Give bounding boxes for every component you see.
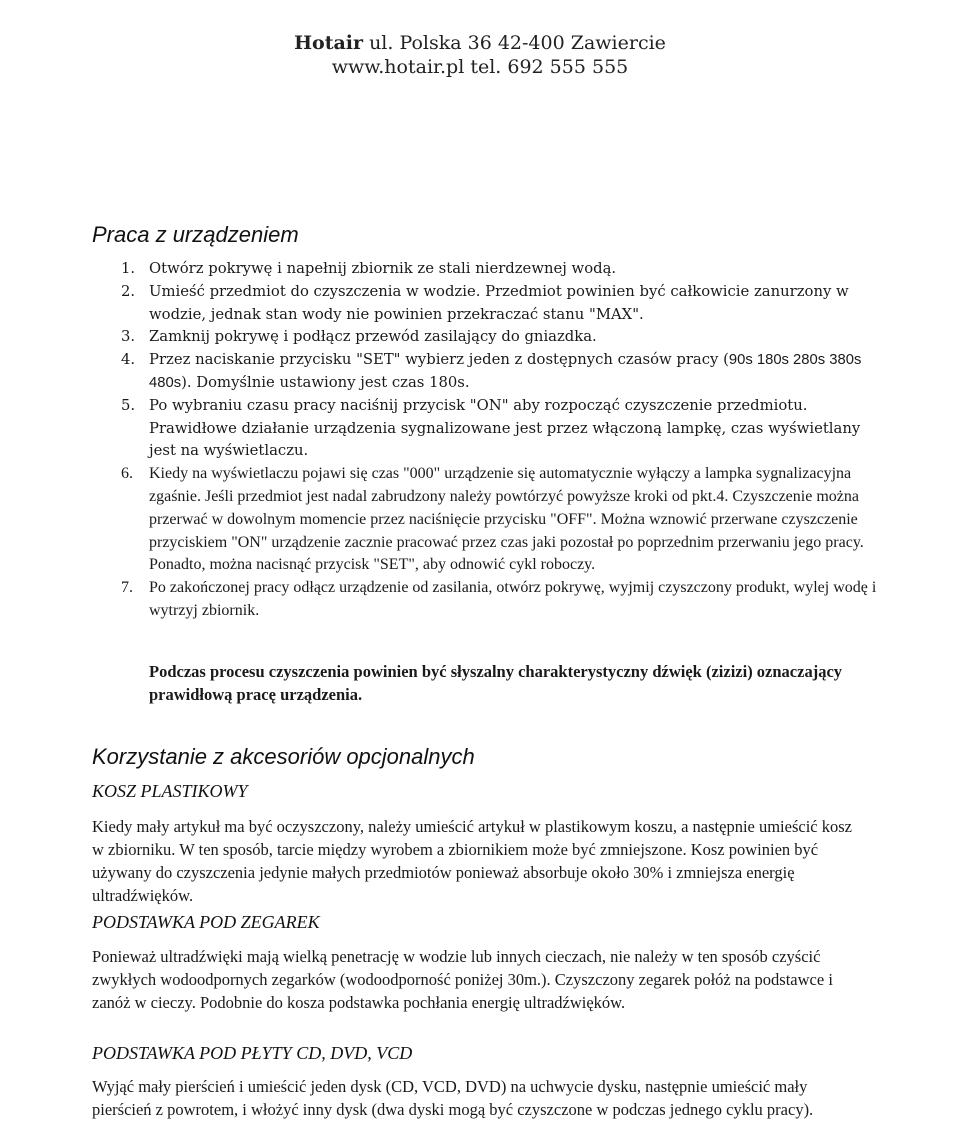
list-item [121, 258, 881, 281]
cleaning-note: Podczas procesu czyszczenia powinien być słyszalny charakterystyczny dźwięk (zizizi) oznaczający prawidłową pracę urządzenia. [149, 662, 843, 704]
company-address-line [0, 31, 960, 55]
step-number: 4. [121, 351, 136, 369]
step-text: Po zakończonej pracy odłącz urządzenie od zasilania, otwórz pokrywę, wyjmij czyszczony produkt, wylej wodę i wytrzyj zbiornik. [149, 579, 877, 619]
step-number: 1. [121, 260, 136, 277]
list-item [121, 281, 881, 327]
list-item [121, 326, 881, 349]
watch-stand-text: Ponieważ ultradźwięki mają wielką penetrację w wodzie lub innych cieczach, nie należy w ten sposób czyścić zwykłych wodoodpornych zegarków (wodoodporność poniżej 30m.). Czyszczony zegarek połóż na podstawce i zanóż w cieczy. Podobnie do kosza podstawka pochłania energię ultradźwięków. [92, 947, 833, 1012]
cd-stand-title: PODSTAWKA POD PŁYTY CD, DVD, VCD [92, 1043, 413, 1063]
work-steps-list [121, 258, 881, 623]
step-number: 6. [121, 465, 133, 483]
company-header [0, 31, 960, 79]
list-item [121, 349, 881, 395]
step-text: Po wybraniu czasu pracy naciśnij przycisk "ON" aby rozpocząć czyszczenie przedmiotu. Prawidłowe działanie urządzenia sygnalizowane jest przez włączoną lampkę, czas wyświetlany jest na wyświetlaczu. [149, 396, 861, 460]
step-text: Przez naciskanie przycisku "SET" wybierz jeden z dostępnych czasów pracy ( [149, 351, 729, 369]
list-item [121, 577, 881, 623]
step-number: 2. [121, 282, 136, 300]
section-title-work: Praca z urządzeniem [92, 222, 299, 247]
step-number: 3. [121, 328, 136, 346]
list-item [121, 463, 881, 577]
step-number: 5. [121, 396, 136, 414]
step-text: ). Domyślnie ustawiony jest czas 180s. [181, 373, 470, 391]
section-title-accessories: Korzystanie z akcesoriów opcjonalnych [92, 744, 475, 769]
company-address: ul. Polska 36 42-400 Zawiercie [363, 32, 666, 54]
brand-name: Hotair [294, 32, 364, 54]
company-contact: www.hotair.pl tel. 692 555 555 [331, 56, 629, 78]
basket-text: Kiedy mały artykuł ma być oczyszczony, należy umieścić artykuł w plastikowym koszu, a następnie umieścić kosz w zbiorniku. W ten sposób, tarcie między wyrobem a zbiornikiem może być zmniejszone. Kosz powinien być używany do czyszczenia jedynie małych przedmiotów ponieważ absorbuje około 30% i zmniejsza energię ultradźwięków. [92, 817, 852, 905]
list-item [121, 395, 881, 463]
step-number: 7. [121, 579, 133, 597]
step-text: Umieść przedmiot do czyszczenia w wodzie. Przedmiot powinien być całkowicie zanurzony w wodzie, jednak stan wody nie powinien przekraczać stanu "MAX". [149, 282, 849, 323]
step-text: Otwórz pokrywę i napełnij zbiornik ze stali nierdzewnej wodą. [149, 260, 617, 277]
step-times: 90s 180s 280s 380s 480s [149, 352, 862, 391]
step-text: Kiedy na wyświetlaczu pojawi się czas "000" urządzenie się automatycznie wyłączy a lampka sygnalizacyjna zgaśnie. Jeśli przedmiot jest nadal zabrudzony należy powtórzyć powyższe kroki od pkt.4. Czyszczenie można przerwać w dowolnym momencie przez naciśnięcie przycisku "OFF". Można wznowić przerwane czyszczenie przyciskiem "ON" urządzenie zacznie pracować przez czas jaki pozostał po poprzednim przerwaniu jego pracy. Ponadto, można nacisnąć przycisk "SET", aby odnowić cykl roboczy. [149, 465, 864, 574]
watch-stand-title: PODSTAWKA POD ZEGAREK [92, 912, 320, 932]
step-text: Zamknij pokrywę i podłącz przewód zasilający do gniazdka. [149, 328, 597, 346]
basket-title: KOSZ PLASTIKOWY [92, 781, 248, 801]
cd-stand-text: Wyjąć mały pierścień i umieścić jeden dysk (CD, VCD, DVD) na uchwycie dysku, następnie umieścić mały pierścień z powrotem, i włożyć inny dysk (dwa dyski mogą być czyszczone w podczas jednego cyklu pracy). [92, 1077, 814, 1119]
